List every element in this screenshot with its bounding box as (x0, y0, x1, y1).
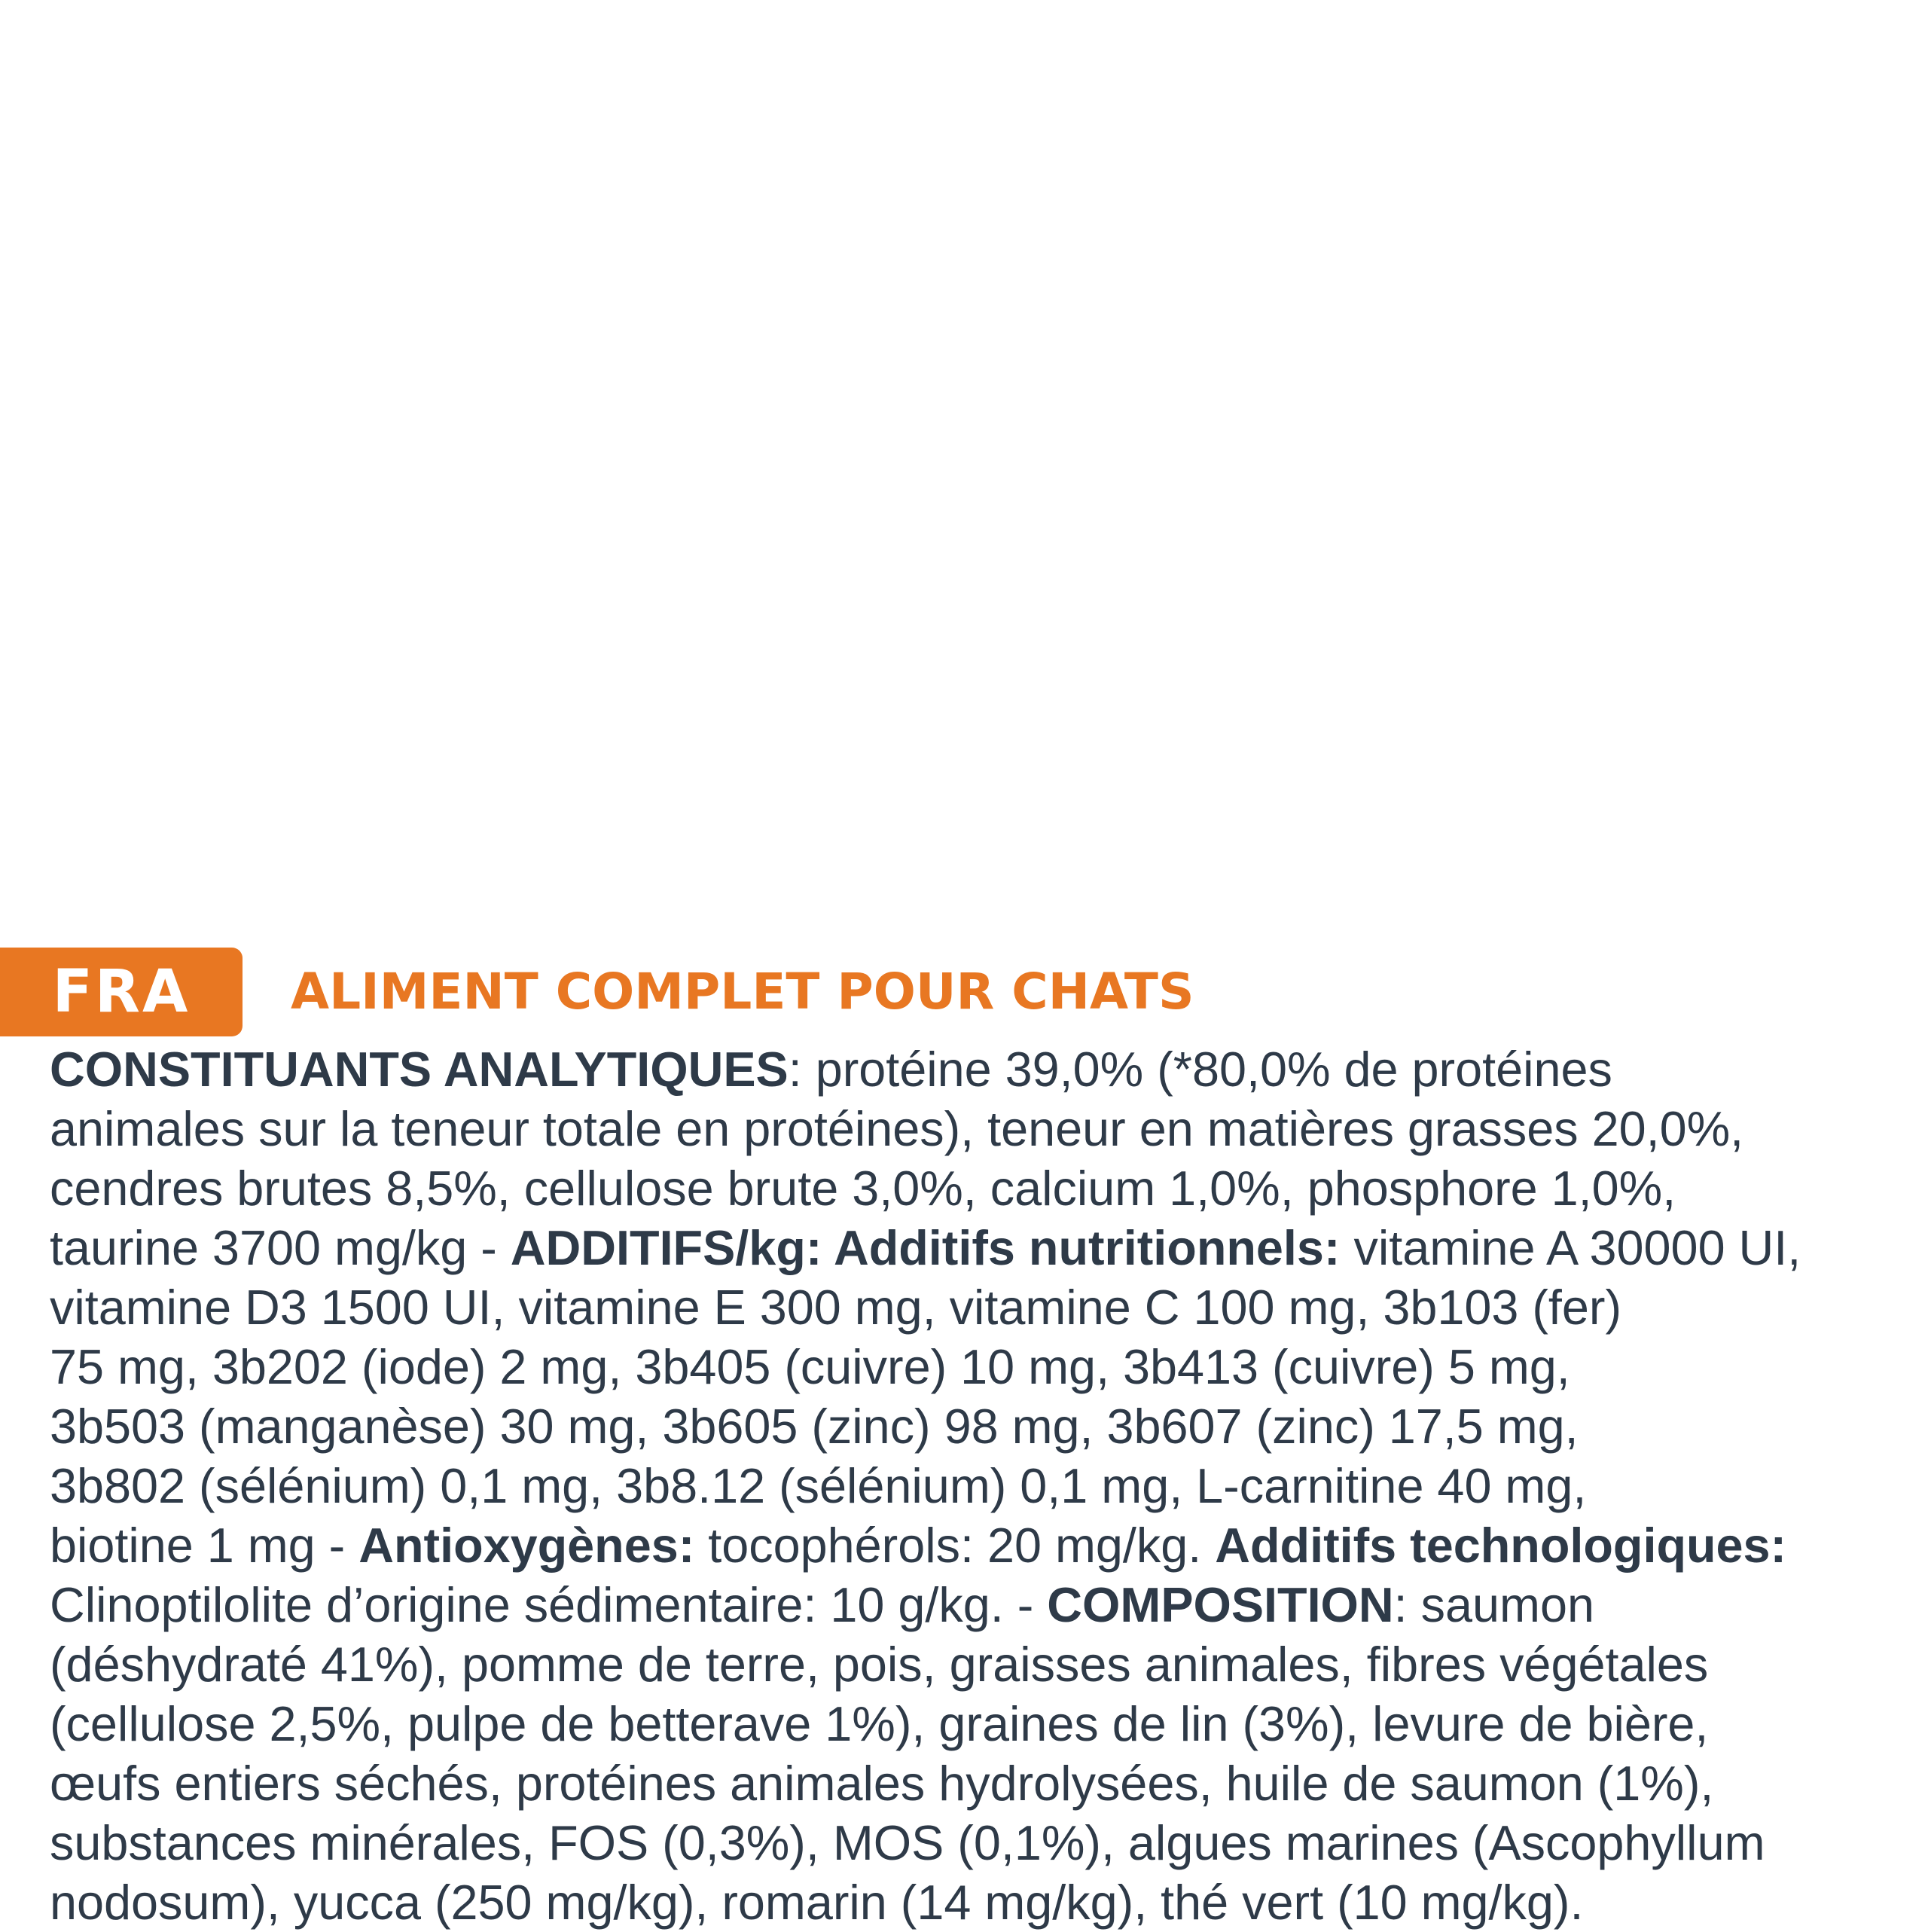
text-segment: ADDITIFS/kg: Additifs nutritionnels: (510, 1220, 1341, 1275)
text-segment: : saumon (1393, 1577, 1594, 1632)
text-segment: (cellulose 2,5%, pulpe de betterave 1%), graines de lin (3%), levure de bière, (50, 1696, 1709, 1751)
text-segment: Additifs technologiques: (1215, 1518, 1787, 1573)
text-line (50, 1515, 1917, 1575)
composition-text (50, 1039, 1925, 1932)
product-title: ALIMENT COMPLET POUR CHATS (291, 963, 1194, 1021)
text-line (50, 1218, 1917, 1277)
text-line (50, 1337, 1917, 1396)
text-segment: vitamine A 30000 UI, (1340, 1220, 1801, 1275)
text-segment: tocophérols: 20 mg/kg. (694, 1518, 1216, 1573)
text-line (50, 1099, 1917, 1158)
text-segment: substances minérales, FOS (0,3%), MOS (0,1%), algues marines (Ascophyllum (50, 1815, 1765, 1870)
language-badge: FRA (0, 948, 243, 1036)
text-line (50, 1753, 1917, 1813)
text-segment: : protéine 39,0% (*80,0% de protéines (788, 1042, 1612, 1097)
text-segment: biotine 1 mg - (50, 1518, 359, 1573)
text-segment: 3b802 (sélénium) 0,1 mg, 3b8.12 (sélénium) 0,1 mg, L-carnitine 40 mg, (50, 1458, 1587, 1513)
text-segment: COMPOSITION (1047, 1577, 1394, 1632)
text-line (50, 1396, 1917, 1456)
text-segment: Antioxygènes: (358, 1518, 695, 1573)
text-line (50, 1634, 1917, 1694)
label-header (0, 948, 1928, 1036)
text-line (50, 1575, 1917, 1634)
text-segment: 75 mg, 3b202 (iode) 2 mg, 3b405 (cuivre) 10 mg, 3b413 (cuivre) 5 mg, (50, 1339, 1570, 1394)
text-line (50, 1694, 1917, 1753)
text-line (50, 1456, 1917, 1515)
text-line (50, 1872, 1917, 1932)
text-segment: œufs entiers séchés, protéines animales hydrolysées, huile de saumon (1%), (50, 1756, 1714, 1811)
text-line (50, 1039, 1917, 1099)
text-segment: 3b503 (manganèse) 30 mg, 3b605 (zinc) 98 mg, 3b607 (zinc) 17,5 mg, (50, 1399, 1579, 1454)
text-segment: (déshydraté 41%), pomme de terre, pois, graisses animales, fibres végétales (50, 1637, 1709, 1692)
text-segment: cendres brutes 8,5%, cellulose brute 3,0%, calcium 1,0%, phosphore 1,0%, (50, 1161, 1676, 1216)
text-line (50, 1277, 1917, 1337)
text-segment: taurine 3700 mg/kg - (50, 1220, 511, 1275)
product-label (0, 948, 1928, 1930)
text-segment: nodosum), yucca (250 mg/kg), romarin (14 mg/kg), thé vert (10 mg/kg). (50, 1875, 1584, 1930)
text-segment: CONSTITUANTS ANALYTIQUES (50, 1042, 789, 1097)
text-segment: animales sur la teneur totale en protéines), teneur en matières grasses 20,0%, (50, 1101, 1744, 1156)
text-line (50, 1158, 1917, 1218)
text-segment: Clinoptilolite d’origine sédimentaire: 10 g/kg. - (50, 1577, 1048, 1632)
text-line (50, 1813, 1917, 1872)
text-segment: vitamine D3 1500 UI, vitamine E 300 mg, vitamine C 100 mg, 3b103 (fer) (50, 1280, 1622, 1335)
